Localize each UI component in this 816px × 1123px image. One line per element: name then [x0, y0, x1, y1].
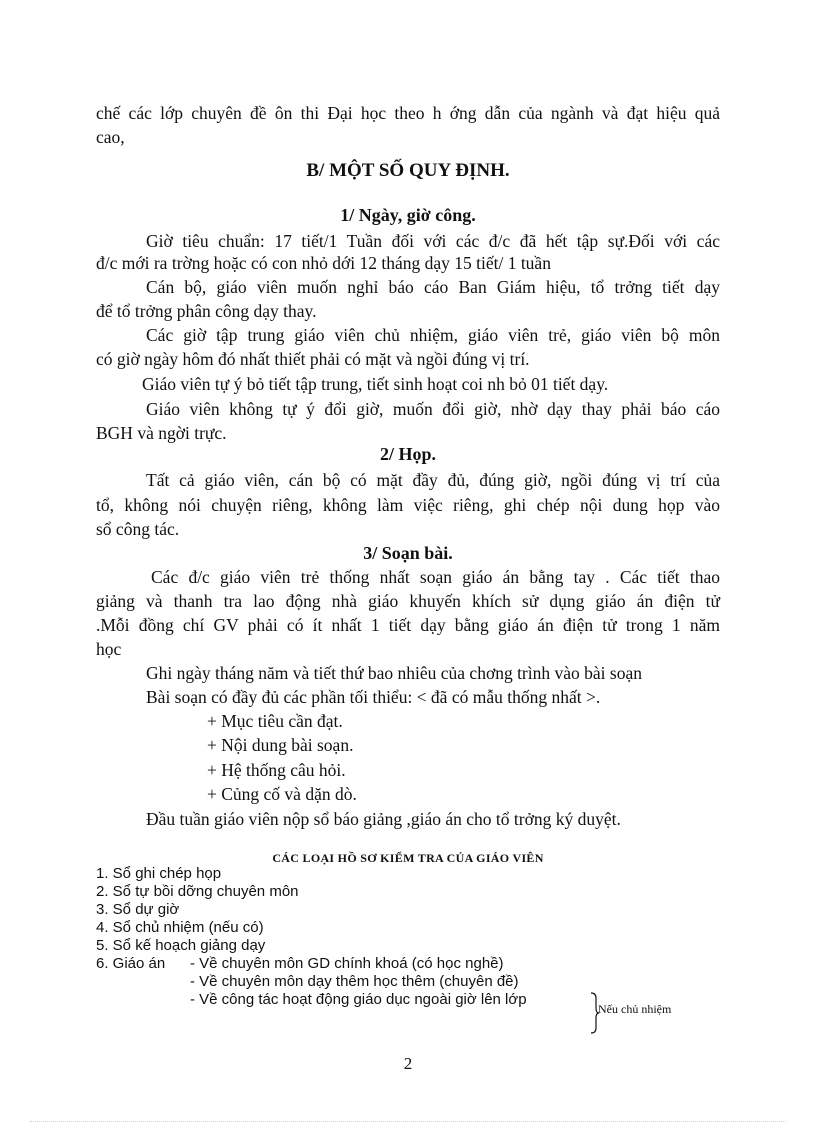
- section-2-title: 2/ Họp.: [379, 444, 436, 464]
- section-3-title: 3/ Soạn bài.: [363, 543, 453, 563]
- section-3-p3-line-1: Bài soạn có đầy đủ các phần tối thiểu: < đã có mẫu thống nhất >.: [146, 687, 601, 707]
- section-1-p1-line-2: đ/c mới ra trờng hoặc có con nhỏ dới 12 tháng dạy 15 tiết/ 1 tuần: [96, 253, 551, 273]
- records-item-3: 3. Sổ dự giờ: [96, 901, 180, 918]
- section-1-p3-line-2: có giờ ngày hôm đó nhất thiết phải có mặt và ngồi đúng vị trí.: [96, 349, 530, 369]
- section-1-p1-line-1: Giờ tiêu chuẩn: 17 tiết/1 Tuần đối với các đ/c đã hết tập sự.Đối với các: [146, 231, 720, 251]
- intro-line-1: chế các lớp chuyên đề ôn thi Đại học theo h ớng dẫn của ngành và đạt hiệu quả: [96, 103, 720, 123]
- page-number: 2: [403, 1054, 413, 1073]
- records-item-6-sub-3: - Về công tác hoạt động giáo dục ngoài giờ lên lớp: [190, 991, 527, 1008]
- records-item-6-sub-2: - Về chuyên môn dạy thêm học thêm (chuyên đề): [190, 973, 519, 990]
- intro-line-2: cao,: [96, 127, 125, 147]
- section-1-p5-line-2: BGH và ngời trực.: [96, 423, 227, 443]
- page-bottom-divider: [30, 1121, 786, 1122]
- section-1-title: 1/ Ngày, giờ công.: [340, 205, 476, 225]
- section-3-p1-line-4: học: [96, 639, 122, 659]
- section-3-bullet-4: + Củng cố và dặn dò.: [207, 784, 357, 804]
- section-3-p4-line-1: Đầu tuần giáo viên nộp sổ báo giảng ,giáo án cho tổ trởng ký duyệt.: [146, 809, 621, 829]
- records-note: Nếu chủ nhiệm: [598, 1002, 672, 1016]
- section-3-p2-line-1: Ghi ngày tháng năm và tiết thứ bao nhiêu của chơng trình vào bài soạn: [146, 663, 642, 683]
- section-1-p2-line-1: Cán bộ, giáo viên muốn nghỉ báo cáo Ban Giám hiệu, tổ trởng tiết dạy: [146, 277, 720, 297]
- records-title: CÁC LOẠI HỒ SƠ KIỂM TRA CỦA GIÁO VIÊN: [272, 851, 544, 865]
- records-item-2: 2. Sổ tự bồi dỡng chuyên môn: [96, 883, 299, 900]
- section-3-p1-line-3: .Mỗi đồng chí GV phải có ít nhất 1 tiết dạy bằng giáo án điện tử trong 1 năm: [96, 615, 720, 635]
- section-1-p2-line-2: để tổ trởng phân công dạy thay.: [96, 301, 317, 321]
- section-3-p1-line-1: Các đ/c giáo viên trẻ thống nhất soạn giáo án bằng tay . Các tiết thao: [151, 567, 720, 587]
- records-item-5: 5. Sổ kế hoạch giảng dạy: [96, 937, 266, 954]
- section-3-bullet-3: + Hệ thống câu hỏi.: [207, 760, 346, 780]
- section-3-bullet-2: + Nội dung bài soạn.: [207, 735, 354, 755]
- records-item-4: 4. Sổ chủ nhiệm (nếu có): [96, 919, 264, 936]
- section-1-p5-line-1: Giáo viên không tự ý đổi giờ, muốn đổi giờ, nhờ dạy thay phải báo cáo: [146, 399, 720, 419]
- section-3-bullet-1: + Mục tiêu cần đạt.: [207, 711, 343, 731]
- section-3-p1-line-2: giảng và thanh tra lao động nhà giáo khuyến khích sử dụng giáo án điện tử: [96, 591, 720, 611]
- main-heading: B/ MỘT SỐ QUY ĐỊNH.: [306, 160, 510, 181]
- records-item-6-label: 6. Giáo án: [96, 955, 166, 972]
- section-1-p4-line-1: Giáo viên tự ý bỏ tiết tập trung, tiết sinh hoạt coi nh bỏ 01 tiết dạy.: [142, 374, 609, 394]
- section-1-p3-line-1: Các giờ tập trung giáo viên chủ nhiệm, giáo viên trẻ, giáo viên bộ môn: [146, 325, 720, 345]
- records-item-6-sub-1: - Về chuyên môn GD chính khoá (có học nghề): [190, 955, 504, 972]
- section-2-p1-line-2: tổ, không nói chuyện riêng, không làm việc riêng, ghi chép nội dung họp vào: [96, 495, 720, 515]
- section-2-p1-line-3: sổ công tác.: [96, 519, 180, 539]
- section-2-p1-line-1: Tất cả giáo viên, cán bộ có mặt đầy đủ, đúng giờ, ngồi đúng vị trí của: [146, 470, 720, 490]
- records-item-1: 1. Sổ ghi chép họp: [96, 865, 222, 882]
